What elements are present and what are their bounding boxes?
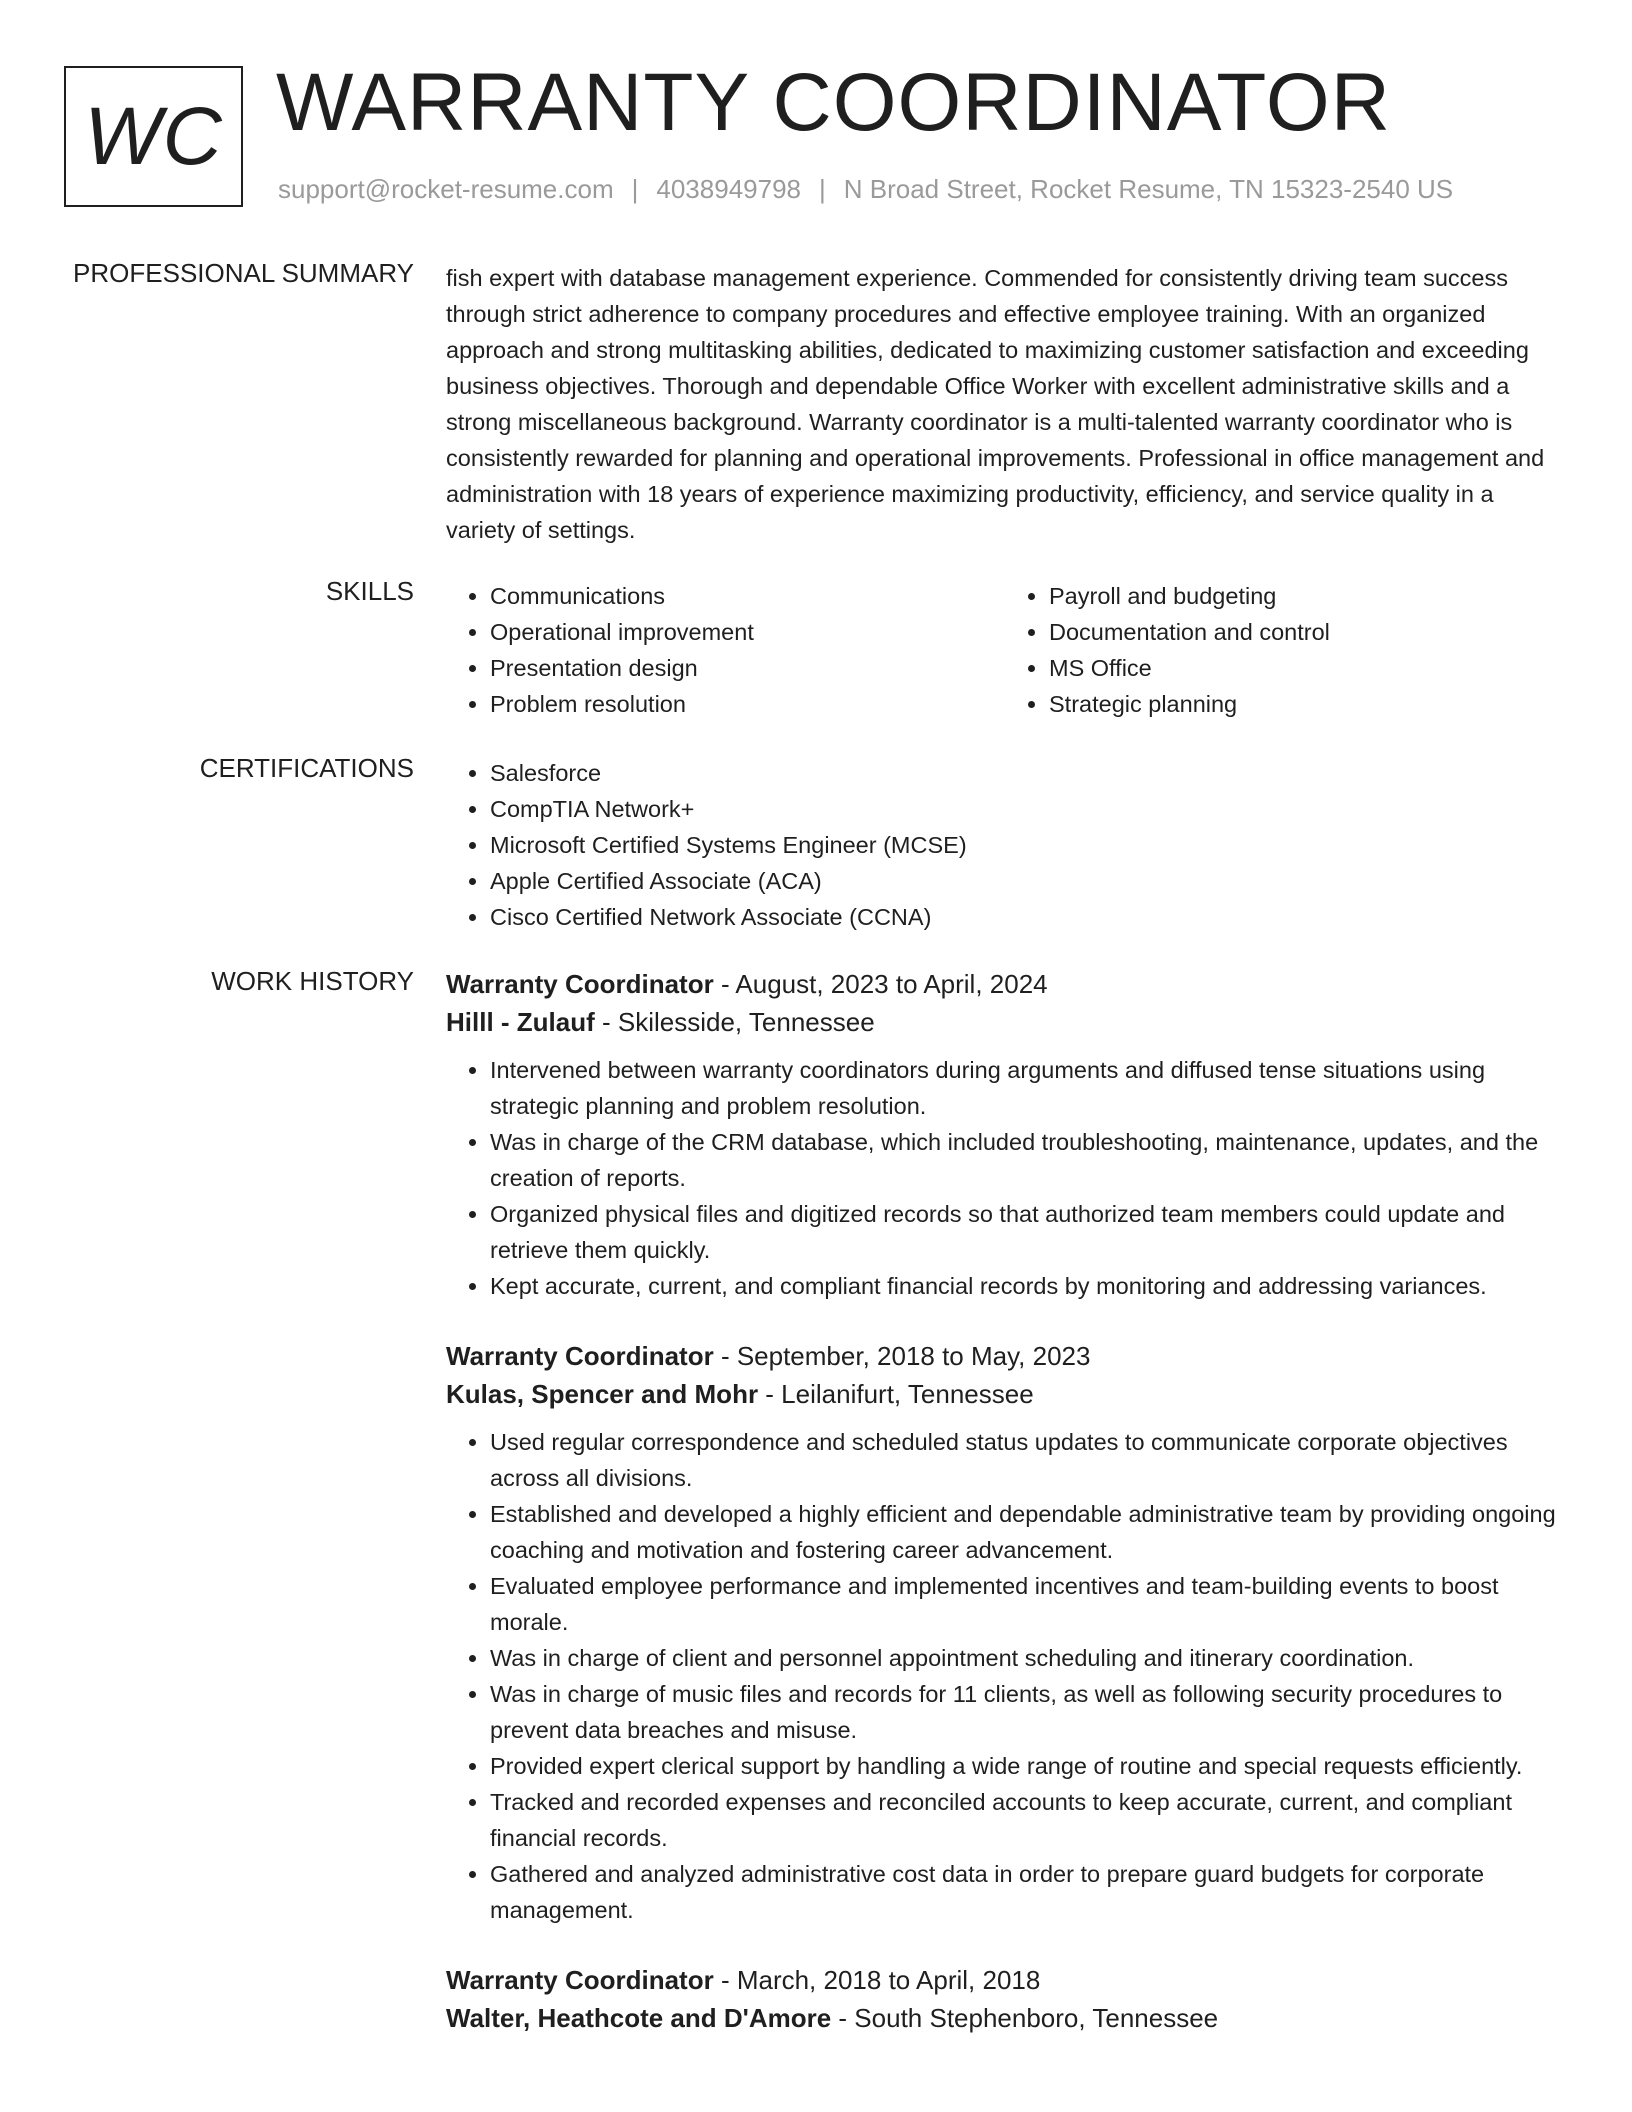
job-bullets	[446, 1052, 1564, 1304]
monogram-logo: WC	[64, 66, 243, 207]
job-bullet: • Intervened between warranty coordinators during arguments and diffused tense situations using strategic planning and problem resolution.	[490, 1052, 1564, 1124]
job-bullets	[446, 1424, 1564, 1928]
skill-item: • Communications	[490, 578, 1005, 614]
job-company: Hilll - Zulauf	[446, 1007, 595, 1037]
skill-item: • Presentation design	[490, 650, 1005, 686]
job-title-line	[446, 1962, 1564, 1998]
job-bullet: • Was in charge of client and personnel appointment scheduling and itinerary coordination.	[490, 1640, 1564, 1676]
job-entry	[446, 1338, 1564, 1928]
contact-phone[interactable]: 4038949798	[656, 174, 801, 204]
certifications-heading: CERTIFICATIONS	[199, 753, 414, 783]
job-bullet: • Gathered and analyzed administrative cost data in order to prepare guard budgets for corporate management.	[490, 1856, 1564, 1928]
summary-text: fish expert with database management experience. Commended for consistently driving team success through strict adherence to company procedures and effective employee training. With an organized approach and strong multitasking abilities, dedicated to maximizing customer satisfaction and exceeding business objectives. Thorough and dependable Office Worker with excellent administrative skills and a strong miscellaneous background. Warranty coordinator is a multi-talented warranty coordinator who is consistently rewarded for planning and operational improvements. Professional in office management and administration with 18 years of experience maximizing productivity, efficiency, and service quality in a variety of settings.	[446, 265, 1545, 543]
separator: |	[631, 174, 639, 204]
job-title-line	[446, 1338, 1564, 1374]
job-company-line	[446, 1002, 1564, 1042]
job-bullet: • Was in charge of music files and records for 11 clients, as well as following security procedures to prevent data breaches and misuse.	[490, 1676, 1564, 1748]
certification-item: • CompTIA Network+	[490, 791, 1564, 827]
job-bullet: • Established and developed a highly efficient and dependable administrative team by providing ongoing coaching and motivation and fostering career advancement.	[490, 1496, 1564, 1568]
job-dates: - September, 2018 to May, 2023	[713, 1341, 1091, 1371]
contact-line	[278, 174, 1453, 205]
certifications-body	[446, 755, 1564, 935]
job-title: Warranty Coordinator	[446, 1965, 714, 1995]
job-bullet: • Tracked and recorded expenses and reconciled accounts to keep accurate, current, and compliant financial records.	[490, 1784, 1564, 1856]
skills-list-left	[446, 578, 1005, 722]
certification-item: • Apple Certified Associate (ACA)	[490, 863, 1564, 899]
job-bullet: • Evaluated employee performance and implemented incentives and team-building events to boost morale.	[490, 1568, 1564, 1640]
skill-item: • Strategic planning	[1049, 686, 1564, 722]
job-title: Warranty Coordinator	[446, 1341, 714, 1371]
certifications-list	[446, 755, 1564, 935]
job-title-line	[446, 966, 1564, 1002]
job-location: - Leilanifurt, Tennessee	[758, 1379, 1034, 1409]
job-bullet: • Kept accurate, current, and compliant financial records by monitoring and addressing variances.	[490, 1268, 1564, 1304]
skill-item: • Payroll and budgeting	[1049, 578, 1564, 614]
certification-item: • Microsoft Certified Systems Engineer (MCSE)	[490, 827, 1564, 863]
contact-address: N Broad Street, Rocket Resume, TN 15323-2540 US	[843, 174, 1454, 204]
job-company-line	[446, 1998, 1564, 2038]
skill-item: • Operational improvement	[490, 614, 1005, 650]
job-title: Warranty Coordinator	[446, 969, 714, 999]
job-entry	[446, 1962, 1564, 2038]
job-bullet: • Used regular correspondence and scheduled status updates to communicate corporate objectives across all divisions.	[490, 1424, 1564, 1496]
job-company: Walter, Heathcote and D'Amore	[446, 2003, 832, 2033]
job-company-line	[446, 1374, 1564, 1414]
job-company: Kulas, Spencer and Mohr	[446, 1379, 759, 1409]
skill-item: • Documentation and control	[1049, 614, 1564, 650]
job-bullet: • Was in charge of the CRM database, which included troubleshooting, maintenance, updates, and the creation of reports.	[490, 1124, 1564, 1196]
certification-item: • Salesforce	[490, 755, 1564, 791]
page-title: WARRANTY COORDINATOR	[276, 57, 1391, 148]
job-location: - South Stephenboro, Tennessee	[831, 2003, 1219, 2033]
certification-item: • Cisco Certified Network Associate (CCNA)	[490, 899, 1564, 935]
job-entry	[446, 966, 1564, 1304]
skills-list-right	[1005, 578, 1564, 722]
job-bullet: • Provided expert clerical support by handling a wide range of routine and special requests efficiently.	[490, 1748, 1564, 1784]
job-dates: - March, 2018 to April, 2018	[713, 1965, 1041, 1995]
job-dates: - August, 2023 to April, 2024	[713, 969, 1048, 999]
summary-heading: PROFESSIONAL SUMMARY	[73, 258, 414, 288]
summary-body	[446, 260, 1564, 548]
skills-grid	[446, 578, 1564, 722]
work-history-heading: WORK HISTORY	[211, 966, 414, 996]
separator: |	[819, 174, 826, 204]
skill-item: • MS Office	[1049, 650, 1564, 686]
contact-email[interactable]: support@rocket-resume.com	[278, 174, 614, 204]
work-history-body	[446, 966, 1564, 2048]
job-bullet: • Organized physical files and digitized records so that authorized team members could update and retrieve them quickly.	[490, 1196, 1564, 1268]
skill-item: • Problem resolution	[490, 686, 1005, 722]
skills-heading: SKILLS	[325, 576, 414, 606]
job-location: - Skilesside, Tennessee	[594, 1007, 875, 1037]
